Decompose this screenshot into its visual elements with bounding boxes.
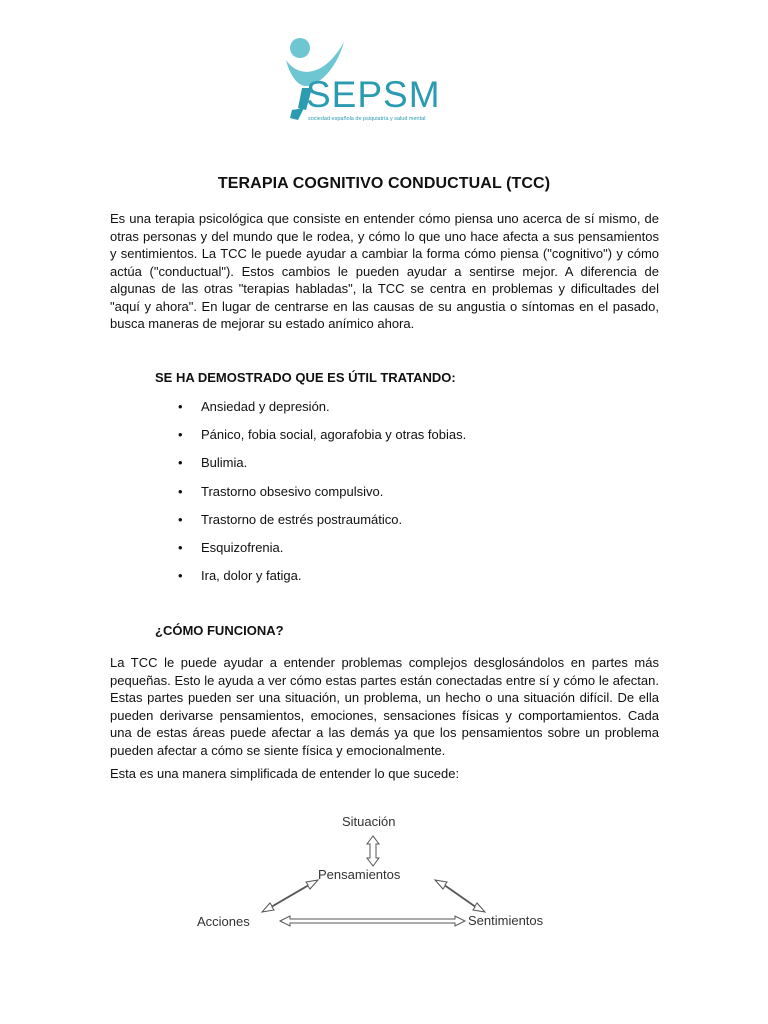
- double-arrow-icon: [280, 916, 465, 926]
- list-item: • Ansiedad y depresión.: [178, 398, 466, 426]
- double-arrow-icon: [367, 836, 379, 866]
- double-arrow-icon: [262, 880, 318, 912]
- logo-wordmark: SEPSM: [306, 74, 441, 115]
- list-item: • Esquizofrenia.: [178, 539, 466, 567]
- diagram-label-pensamientos: Pensamientos: [318, 867, 401, 882]
- logo-subtitle: sociedad española de psiquiatría y salud mental: [308, 116, 426, 122]
- list-item: • Bulimia.: [178, 454, 466, 482]
- how-heading: ¿CÓMO FUNCIONA?: [155, 623, 284, 638]
- intro-paragraph: Es una terapia psicológica que consiste en entender cómo piensa uno acerca de sí mismo, de otras personas y del mundo que le rodea, y cómo lo que uno hace afecta a sus pensamientos y sentimientos. La TCC le puede ayudar a cambiar la forma cómo piensa ("cognitivo") y cómo actúa ("conductual"). Estos cambios le pueden ayudar a sentirse mejor. A diferencia de algunas de las otras "terapias habladas", la TCC se centra en problemas y dificultades del "aquí y ahora". En lugar de centrarse en las causas de su angustia o síntomas en el pasado, busca maneras de mejorar su estado anímico ahora.: [110, 211, 659, 331]
- list-item: • Trastorno obsesivo compulsivo.: [178, 483, 466, 511]
- diagram-label-sentimientos: Sentimientos: [468, 913, 544, 928]
- list-item: • Trastorno de estrés postraumático.: [178, 511, 466, 539]
- diagram-label-situacion: Situación: [342, 814, 396, 829]
- sepsm-logo: [278, 34, 474, 134]
- list-item: • Pánico, fobia social, agorafobia y otras fobias.: [178, 426, 466, 454]
- useful-list: [178, 398, 466, 595]
- simplified-intro: Esta es una manera simplificada de entender lo que sucede:: [110, 766, 460, 781]
- list-item: • Ira, dolor y fatiga.: [178, 567, 466, 595]
- diagram-label-acciones: Acciones: [197, 914, 250, 929]
- how-paragraph: La TCC le puede ayudar a entender problemas complejos desglosándolos en partes más pequeñas. Esto le ayuda a ver cómo estas partes están conectadas entre sí y cómo le afectan. Estas partes pueden ser una situación, un problema, un hecho o una situación difícil. De ella pueden derivarse pensamientos, emociones, sensaciones físicas y comportamientos. Cada una de estas áreas puede afectar a las demás ya que los pensamientos sobre un problema pueden afectar a cómo se siente física y emocionalmente.: [110, 655, 659, 758]
- document-title: TERAPIA COGNITIVO CONDUCTUAL (TCC): [217, 175, 551, 192]
- useful-heading: SE HA DEMOSTRADO QUE ES ÚTIL TRATANDO:: [155, 370, 456, 385]
- cbt-cycle-diagram: [190, 806, 582, 936]
- double-arrow-icon: [435, 880, 485, 912]
